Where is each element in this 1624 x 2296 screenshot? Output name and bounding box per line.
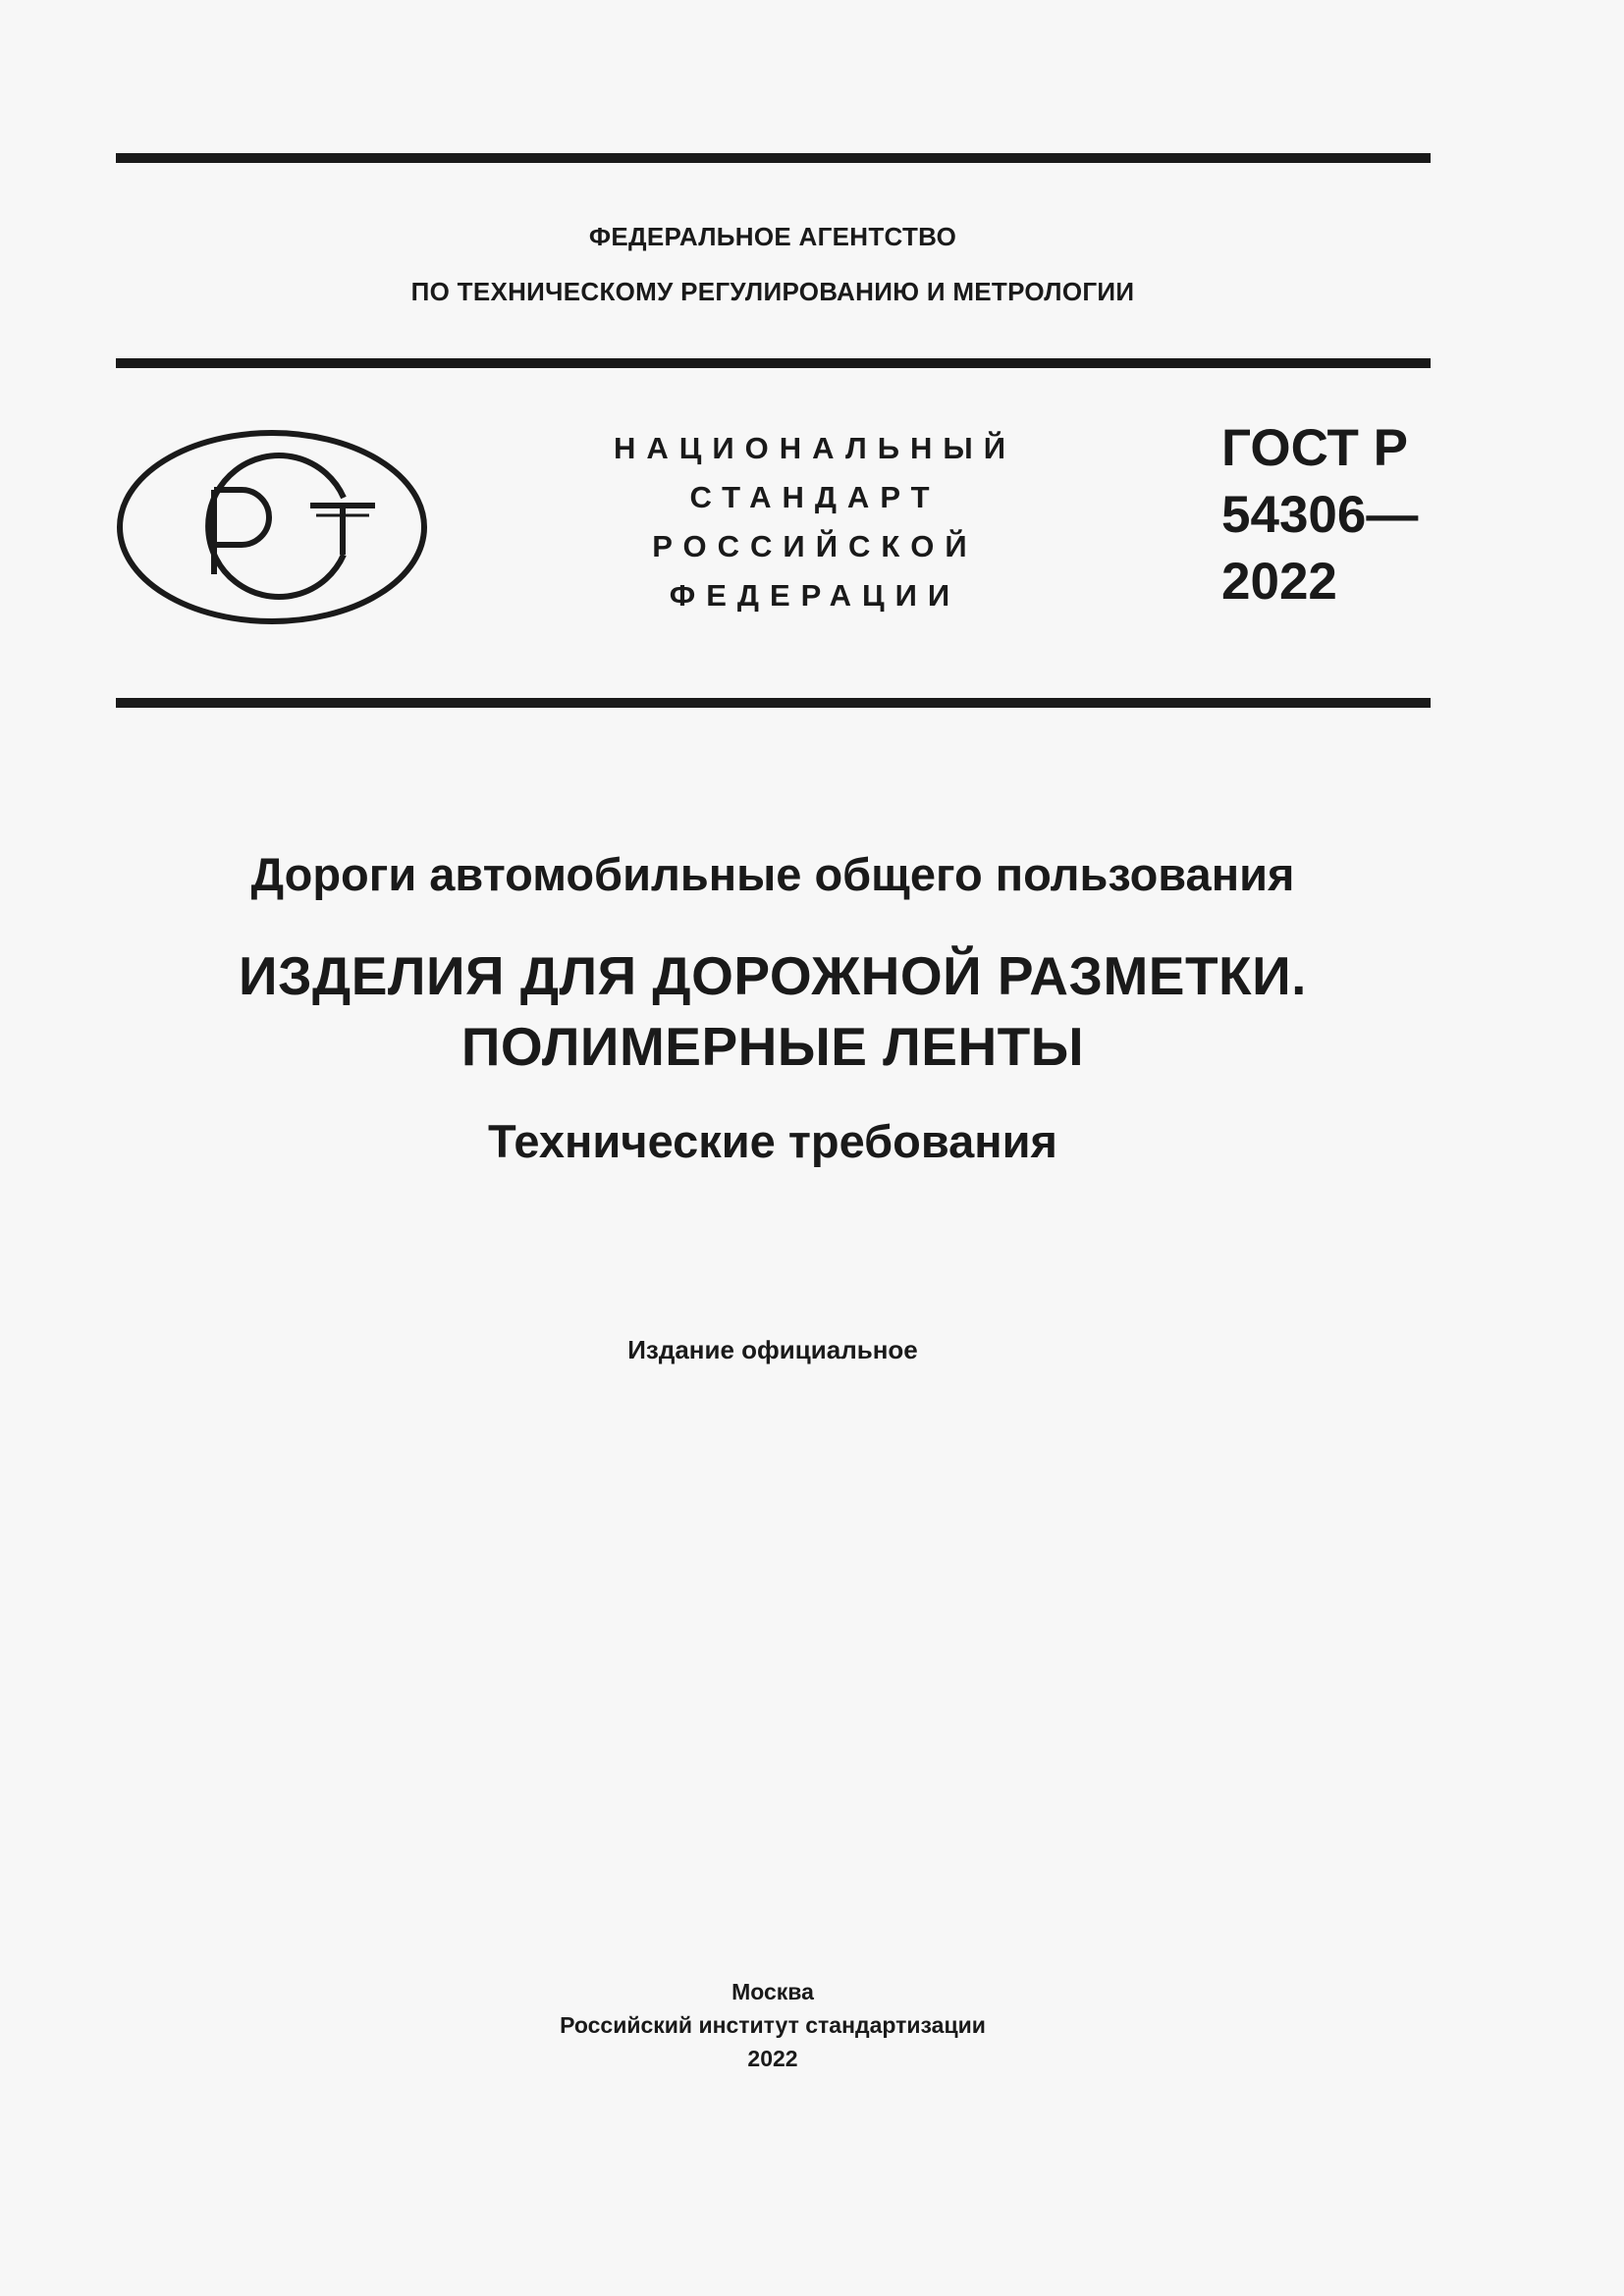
imprint-publisher: Российский институт стандартизации	[560, 2012, 986, 2038]
standard-type-block	[550, 424, 1080, 620]
document-title	[0, 940, 1545, 1082]
document-subtitle: Технические требования	[488, 1115, 1057, 1167]
standard-type-line: ФЕДЕРАЦИИ	[669, 578, 961, 613]
designation-number: 54306—	[1221, 486, 1419, 544]
edition-note: Издание официальное	[627, 1335, 918, 1364]
designation-prefix: ГОСТ Р	[1221, 419, 1408, 477]
agency-name-line1: ФЕДЕРАЛЬНОЕ АГЕНТСТВО	[588, 222, 957, 251]
rst-mark-icon	[116, 429, 428, 625]
standard-type-line: РОССИЙСКОЙ	[652, 529, 978, 563]
imprint-city: Москва	[731, 1979, 814, 2004]
title-block-divider	[116, 698, 1431, 708]
imprint-year: 2022	[747, 2046, 798, 2071]
designation-year: 2022	[1221, 553, 1337, 611]
document-title-line2: ПОЛИМЕРНЫЕ ЛЕНТЫ	[460, 1016, 1085, 1077]
document-subject: Дороги автомобильные общего пользования	[250, 848, 1295, 900]
header-divider	[116, 358, 1431, 368]
agency-name-line2: ПО ТЕХНИЧЕСКОМУ РЕГУЛИРОВАНИЮ И МЕТРОЛОГИИ	[410, 277, 1135, 306]
imprint	[0, 1975, 1545, 2075]
top-rule	[116, 153, 1431, 163]
document-title-line1: ИЗДЕЛИЯ ДЛЯ ДОРОЖНОЙ РАЗМЕТКИ.	[239, 945, 1307, 1006]
standard-type-line: НАЦИОНАЛЬНЫЙ	[613, 431, 1017, 465]
standard-designation	[1221, 415, 1418, 615]
standard-type-line: СТАНДАРТ	[689, 480, 941, 514]
